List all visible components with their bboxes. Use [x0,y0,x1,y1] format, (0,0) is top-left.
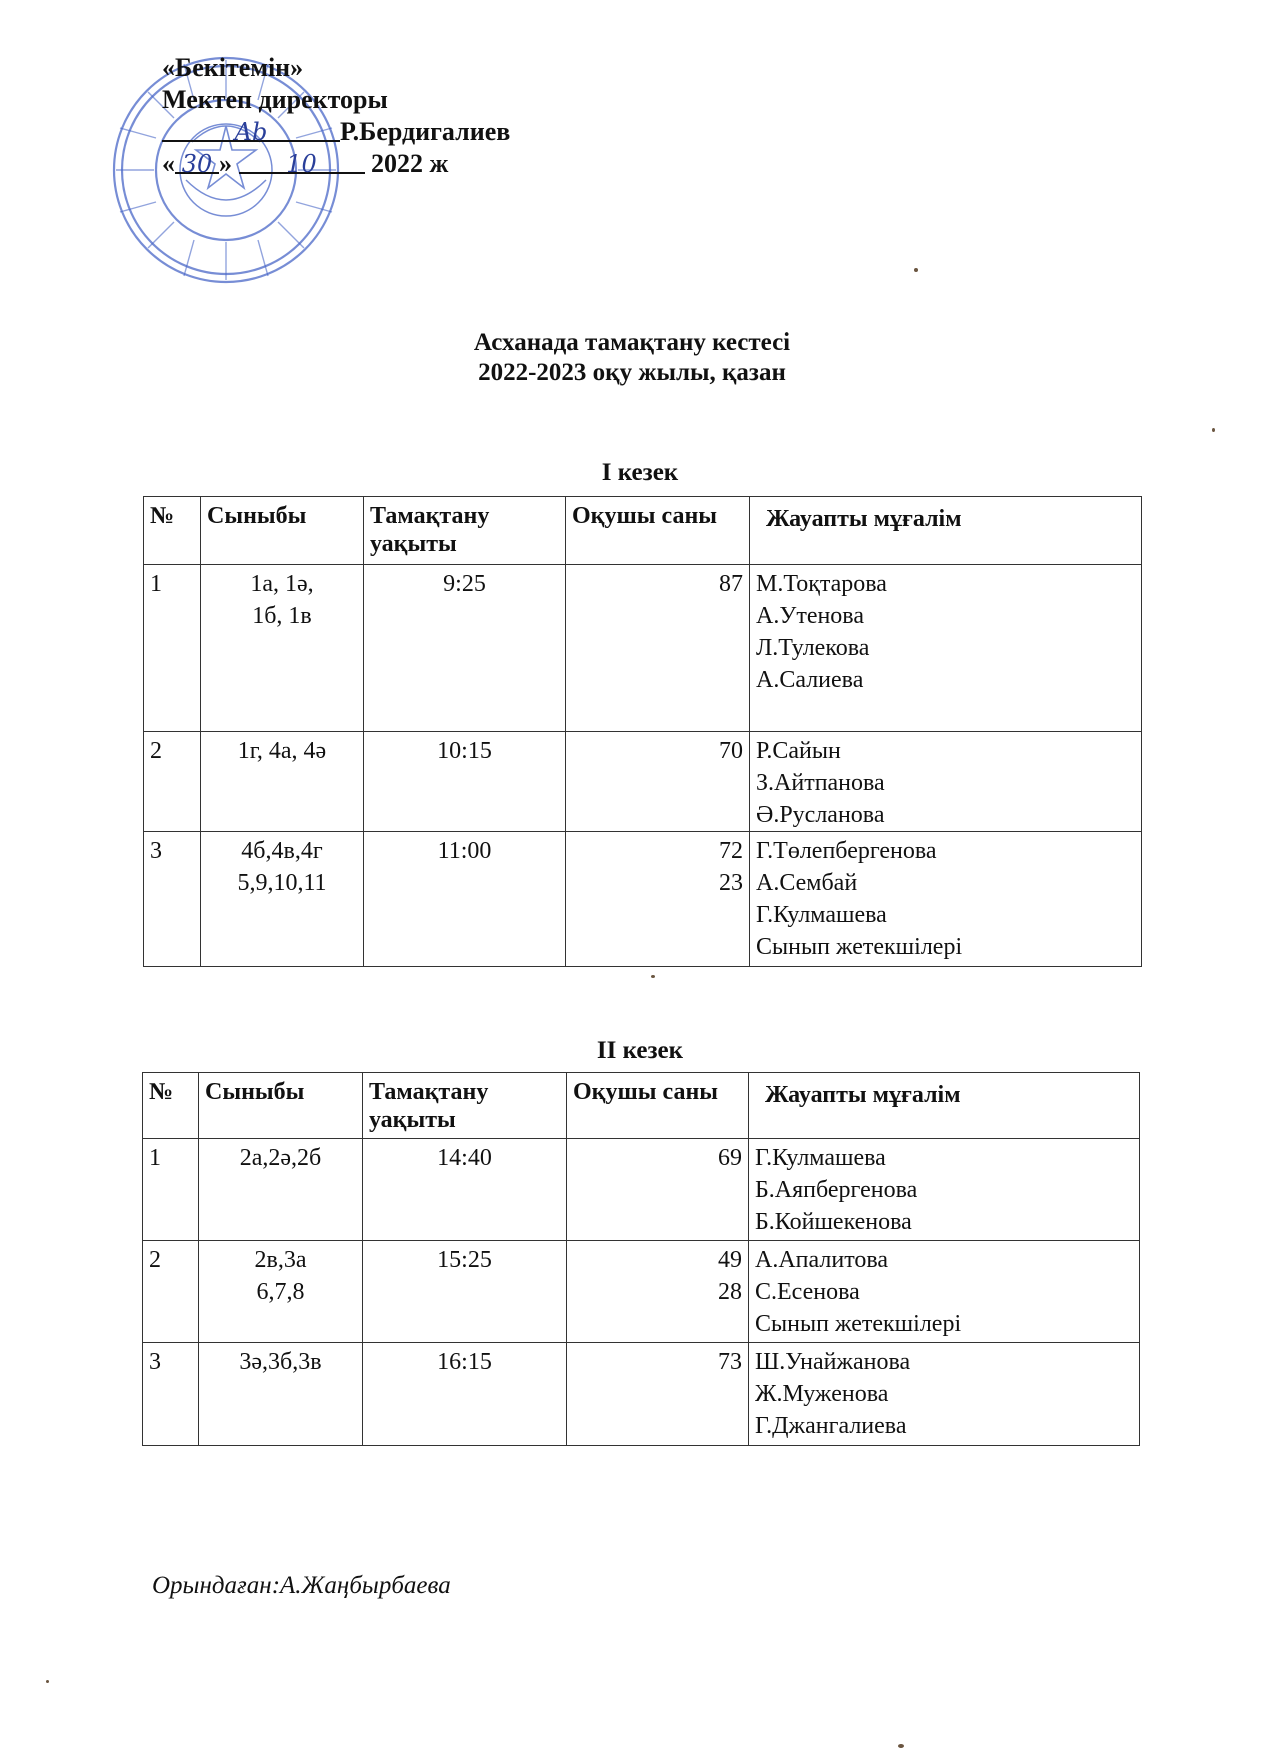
row-class: 1а, 1ә, 1б, 1в [201,565,364,732]
header-teacher: Жауапты мұғалім [750,497,1142,565]
date-day: 30 [181,150,213,178]
row-count: 69 [567,1139,749,1241]
row-num: 1 [144,565,201,732]
header-time: Тамақтану уақыты [363,1073,567,1139]
row-count: 87 [566,565,750,732]
header-count: Оқушы саны [567,1073,749,1139]
table-row [143,1241,1140,1343]
date-year: 2022 ж [371,149,449,178]
prepared-by: Орындаған:А.Жаңбырбаева [152,1572,451,1599]
title-line-1: Асханада тамақтану кестесі [473,329,791,356]
page-title [0,328,1264,388]
header-class: Сыныбы [201,497,364,565]
date-month-field [239,148,365,178]
table-row [143,1343,1140,1446]
header-num: № [144,497,201,565]
director-title: Мектеп директоры [162,85,388,114]
approval-block [162,52,510,180]
row-class: 2а,2ә,2б [199,1139,363,1241]
director-name: Р.Бердигалиев [340,117,511,146]
header-count: Оқушы саны [566,497,750,565]
row-teachers: Г.Төлепбергенова А.Сембай Г.Кулмашева Сынып жетекшілері [750,832,1142,967]
row-time: 15:25 [363,1241,567,1343]
row-class: 2в,3а 6,7,8 [199,1241,363,1343]
scan-speck [1212,428,1215,432]
row-count: 73 [567,1343,749,1446]
row-teachers: М.Тоқтарова А.Утенова Л.Тулекова А.Салиева [750,565,1142,732]
header-num: № [143,1073,199,1139]
row-time: 11:00 [364,832,566,967]
row-time: 14:40 [363,1139,567,1241]
director-signature-line [162,116,510,148]
table-row [143,1139,1140,1241]
table-row [144,732,1142,832]
approval-date [162,148,510,180]
date-open-quote: « [162,149,175,178]
table-row [144,832,1142,967]
row-teachers: Г.Кулмашева Б.Аяпбергенова Б.Койшекенова [749,1139,1140,1241]
row-num: 3 [143,1343,199,1446]
period-2-title: II кезек [596,1037,684,1064]
period-1-title: I кезек [601,459,679,486]
row-num: 3 [144,832,201,967]
row-count: 70 [566,732,750,832]
date-close-quote: » [219,149,232,178]
row-time: 16:15 [363,1343,567,1446]
row-time: 10:15 [364,732,566,832]
row-teachers: Ш.Унайжанова Ж.Муженова Г.Джангалиева [749,1343,1140,1446]
date-day-field [175,148,219,178]
header-class: Сыныбы [199,1073,363,1139]
schedule-table-period-1 [143,496,1142,967]
row-class: 1г, 4а, 4ә [201,732,364,832]
title-line-2: 2022-2023 оқу жылы, қазан [478,359,786,386]
table-header-row [144,497,1142,565]
signature-line [162,116,340,146]
signature: Ab [234,118,268,146]
row-count: 49 28 [567,1241,749,1343]
row-teachers: А.Апалитова С.Есенова Сынып жетекшілері [749,1241,1140,1343]
row-time: 9:25 [364,565,566,732]
scan-speck [898,1744,904,1748]
scan-speck [46,1680,49,1683]
table-row [144,565,1142,732]
approval-heading: «Бекітемін» [162,53,304,82]
row-num: 2 [143,1241,199,1343]
row-count: 72 23 [566,832,750,967]
header-time: Тамақтану уақыты [364,497,566,565]
table-header-row [143,1073,1140,1139]
date-month: 10 [286,150,317,178]
header-teacher: Жауапты мұғалім [749,1073,1140,1139]
schedule-table-period-2 [142,1072,1140,1446]
row-teachers: Р.Сайын З.Айтпанова Ә.Русланова [750,732,1142,832]
row-class: 3ә,3б,3в [199,1343,363,1446]
row-num: 2 [144,732,201,832]
scan-speck [914,268,918,272]
scan-speck [651,975,655,978]
row-num: 1 [143,1139,199,1241]
row-class: 4б,4в,4г 5,9,10,11 [201,832,364,967]
